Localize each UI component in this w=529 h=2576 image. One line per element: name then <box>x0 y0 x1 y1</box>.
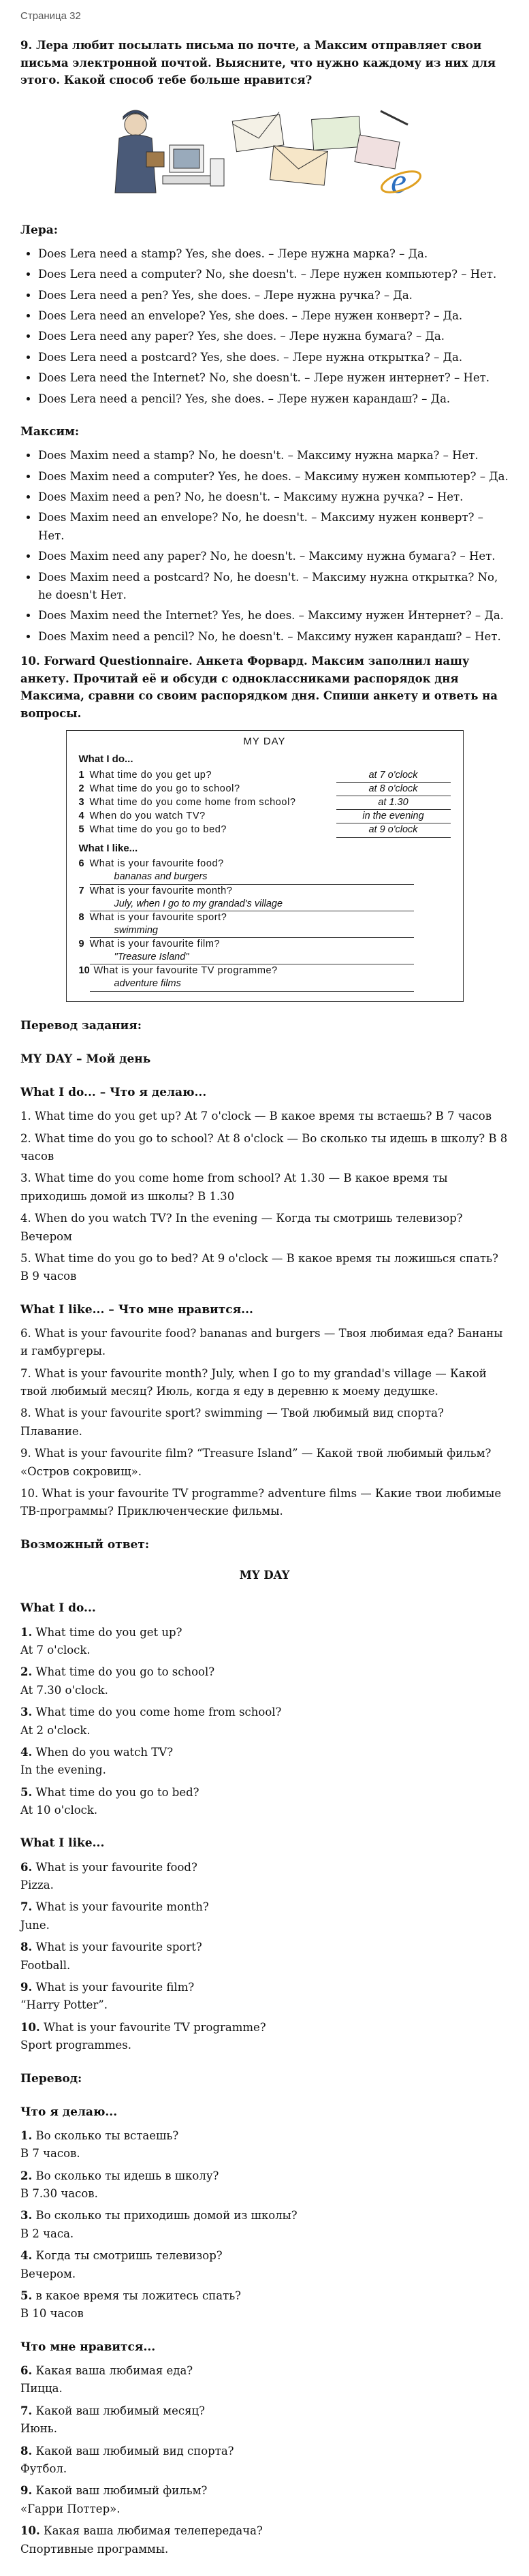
answer-item: 3. What time do you come home from school? At 2 o'clock. <box>20 1706 282 1737</box>
answer-item: 8. Какой ваш любимый вид спорта? Футбол. <box>20 2444 234 2475</box>
translation-myday: MY DAY – Мой день <box>20 1052 151 1066</box>
form-row: 8 What is your favourite sport? swimming <box>79 911 451 938</box>
translation-line: 2. What time do you go to school? At 8 o'clock — Во сколько ты идешь в школу? В 8 часов <box>20 1131 508 1163</box>
list-item: • Does Maxim need a pencil? No, he doesn't. – Максиму нужен карандаш? – Нет. <box>38 628 509 646</box>
answer-item: 9. What is your favourite film? “Harry Potter”. <box>20 1980 195 2012</box>
list-item: • Does Maxim need the Internet? Yes, he does. – Максиму нужен Интернет? – Да. <box>38 607 509 625</box>
answer-item: 10. Какая ваша любимая телепередача? Спортивные программы. <box>20 2524 263 2556</box>
translation-line: 8. What is your favourite sport? swimming — Твой любимый вид спорта? Плавание. <box>20 1407 444 1438</box>
form-row: 3 What time do you come home from school? at 1.30 <box>79 796 451 810</box>
list-item: • Does Lera need the Internet? No, she doesn't. – Лере нужен интернет? – Нет. <box>38 369 509 387</box>
form-row: 5 What time do you go to bed? at 9 o'clock <box>79 823 451 837</box>
translation-line: 6. What is your favourite food? bananas and burgers — Твоя любимая еда? Бананы и гамбургеры. <box>20 1326 503 1358</box>
list-item: • Does Maxim need any paper? No, he doesn't. – Максиму нужна бумага? – Нет. <box>38 548 509 565</box>
answer-item: 3. Во сколько ты приходишь домой из школы? В 2 часа. <box>20 2209 298 2240</box>
list-item: • Does Lera need an envelope? Yes, she does. – Лере нужен конверт? – Да. <box>38 307 509 325</box>
letters-figure <box>231 111 407 185</box>
answer-item: 1. Во сколько ты встаешь? В 7 часов. <box>20 2129 179 2161</box>
list-item: • Does Maxim need a postcard? No, he doesn't. – Максиму нужна открытка? No, he doesn't Нет. <box>38 569 509 605</box>
lera-heading: Лера: <box>20 223 59 237</box>
translation2-heading: Перевод: <box>20 2071 82 2086</box>
form-title: MY DAY <box>243 736 286 748</box>
postman-figure <box>115 110 164 193</box>
lera-list <box>20 245 509 408</box>
list-item: • Does Lera need a stamp? Yes, she does. – Лере нужна марка? – Да. <box>38 245 509 263</box>
computer-figure <box>163 145 224 186</box>
translation-heading: Перевод задания: <box>20 1018 142 1033</box>
list-item: • Does Maxim need a pen? No, he doesn't. – Максиму нужна ручка? – Нет. <box>38 488 509 506</box>
mail-illustration <box>88 97 442 206</box>
translation-line: 4. When do you watch TV? In the evening — Когда ты смотришь телевизор? Вечером <box>20 1212 463 1243</box>
breadcrumb[interactable]: Страница 32 <box>20 10 81 22</box>
svg-text:e: e <box>390 161 406 201</box>
answer-item: 2. Во сколько ты идешь в школу? В 7.30 часов. <box>20 2169 219 2201</box>
translation-whatido: What I do... – Что я делаю... <box>20 1085 207 1099</box>
translation-line: 9. What is your favourite film? “Treasure Island” — Какой твой любимый фильм? «Остров сокровищ». <box>20 1447 492 1478</box>
translation-whatilike: What I like... – Что мне нравится... <box>20 1302 253 1317</box>
maxim-heading: Максим: <box>20 425 80 439</box>
form-row: 4 When do you watch TV? in the evening <box>79 810 451 823</box>
form-row: 10 What is your favourite TV programme? adventure films <box>79 964 451 991</box>
answer-item: 4. When do you watch TV? In the evening. <box>20 1745 174 1777</box>
answer-item: 4. Когда ты смотришь телевизор? Вечером. <box>20 2249 223 2280</box>
answer-item: 6. Какая ваша любимая еда? Пицца. <box>20 2364 193 2396</box>
answer-item: 5. в какое время ты ложитесь спать? В 10 часов <box>20 2289 242 2321</box>
answer-item: 10. What is your favourite TV programme? Sport programmes. <box>20 2020 266 2052</box>
form-row: 2 What time do you go to school? at 8 o'clock <box>79 783 451 796</box>
list-item: • Does Lera need a computer? No, she doesn't. – Лере нужен компьютер? – Нет. <box>38 266 509 283</box>
answer-title: MY DAY <box>239 1568 290 1582</box>
list-item: • Does Maxim need an envelope? No, he doesn't. – Максиму нужен конверт? – Нет. <box>38 509 509 545</box>
answer-item: 7. What is your favourite month? June. <box>20 1900 209 1932</box>
answer-item: 6. What is your favourite food? Pizza. <box>20 1860 197 1892</box>
translation-line: 3. What time do you come home from school? At 1.30 — В какое время ты приходишь домой из школы? В 1.30 <box>20 1172 448 1203</box>
internet-e-icon <box>379 162 423 201</box>
list-item: • Does Lera need a pen? Yes, she does. – Лере нужна ручка? – Да. <box>38 287 509 304</box>
maxim-list <box>20 447 509 646</box>
translation-line: 10. What is your favourite TV programme? adventure films — Какие твои любимые ТВ-программы? Приключенческие фильмы. <box>20 1487 502 1518</box>
task-9: 9. Лера любит посылать письма по почте, а Максим отправляет свои письма электронной почтой. Выясните, что нужно каждому из них для этого. Какой способ тебе больше нравится? <box>20 39 496 87</box>
questionnaire-form <box>66 730 464 1001</box>
answer-item: 5. What time do you go to bed? At 10 o'clock. <box>20 1785 199 1817</box>
task-10: 10. Forward Questionnaire. Анкета Форвард. Максим заполнил нашу анкету. Прочитай её и обсуди с одноклассниками распорядок дня Максима, сравни со своим распорядком дня. Спиши анкету и ответь на вопросы. <box>20 655 498 720</box>
form-section-do: What I do... <box>78 753 133 766</box>
list-item: • Does Maxim need a computer? Yes, he does. – Максиму нужен компьютер? – Да. <box>38 468 509 486</box>
list-item: • Does Lera need a postcard? Yes, she does. – Лере нужна открытка? – Да. <box>38 349 509 366</box>
list-item: • Does Lera need any paper? Yes, she does. – Лере нужна бумага? – Да. <box>38 328 509 345</box>
translation2-whatido: Что я делаю... <box>20 2105 118 2119</box>
list-item: • Does Lera need a pencil? Yes, she does. – Лере нужен карандаш? – Да. <box>38 390 509 408</box>
answer-item: 1. What time do you get up? At 7 o'clock. <box>20 1625 182 1656</box>
form-section-like: What I like... <box>78 842 138 854</box>
answer-item: 8. What is your favourite sport? Football. <box>20 1941 202 1972</box>
form-row: 9 What is your favourite film? "Treasure Island" <box>79 938 451 964</box>
answer-item: 9. Какой ваш любимый фильм? «Гарри Поттер». <box>20 2484 208 2515</box>
answer-item: 2. What time do you go to school? At 7.30 o'clock. <box>20 1665 215 1697</box>
answer-whatilike: What I like... <box>20 1836 105 1851</box>
answer-heading: Возможный ответ: <box>20 1537 150 1552</box>
form-row: 7 What is your favourite month? July, when I go to my grandad's village <box>79 885 451 911</box>
translation-line: 5. What time do you go to bed? At 9 o'clock — В какое время ты ложишься спать? В 9 часов <box>20 1251 498 1283</box>
list-item: • Does Maxim need a stamp? No, he doesn't. – Максиму нужна марка? – Нет. <box>38 447 509 465</box>
form-row: 6 What is your favourite food? bananas and burgers <box>79 858 451 884</box>
translation2-whatilike: Что мне нравится... <box>20 2340 156 2354</box>
answer-item: 7. Какой ваш любимый месяц? Июнь. <box>20 2404 205 2436</box>
translation-line: 7. What is your favourite month? July, when I go to my grandad's village — Какой твой любимый месяц? Июль, когда я еду в деревню к моему дедушке. <box>20 1366 487 1398</box>
translation-line: 1. What time do you get up? At 7 o'clock — В какое время ты встаешь? В 7 часов <box>20 1110 492 1123</box>
form-row: 1 What time do you get up? at 7 o'clock <box>79 769 451 783</box>
answer-whatido: What I do... <box>20 1601 96 1616</box>
